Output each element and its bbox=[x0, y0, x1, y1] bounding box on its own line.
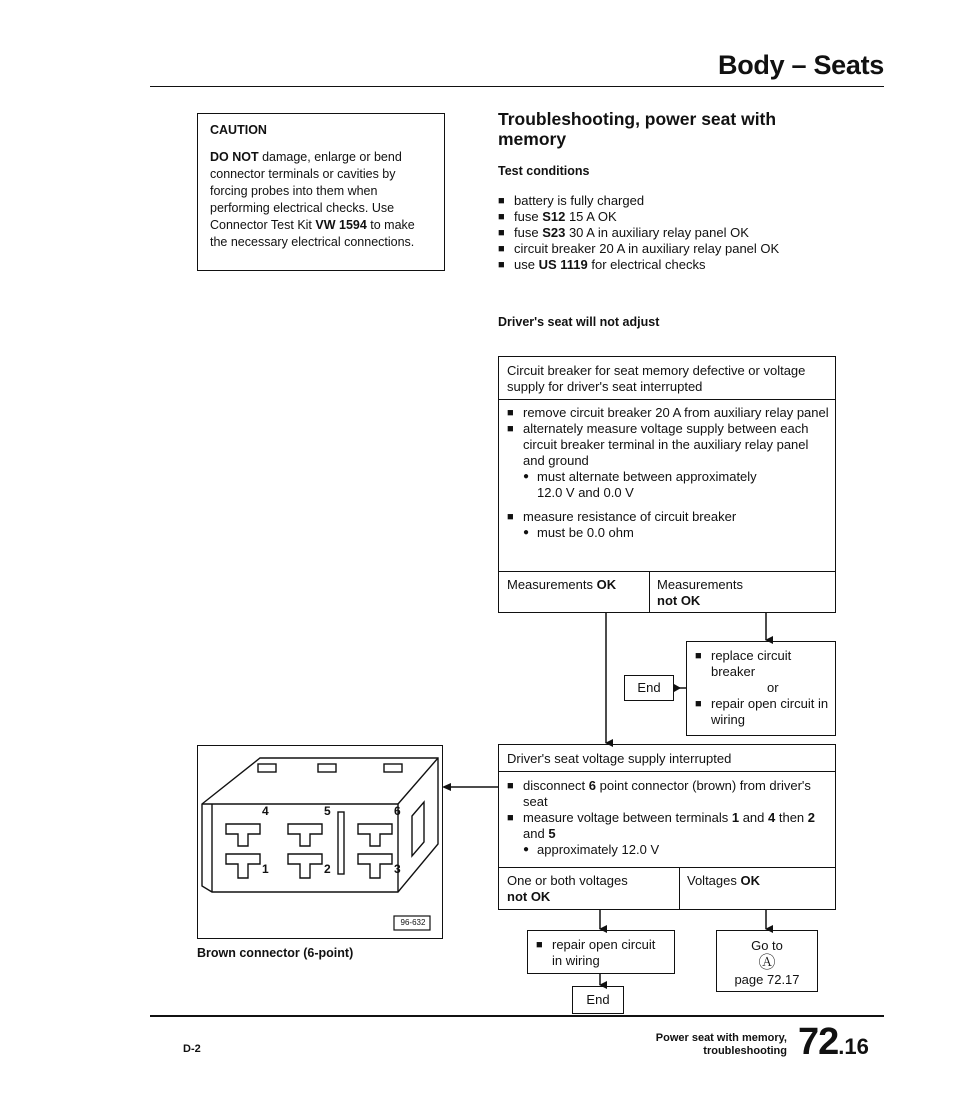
header-rule bbox=[150, 86, 884, 87]
end-box: End bbox=[624, 675, 674, 701]
voltage-supply-box bbox=[498, 744, 836, 910]
box1-step: ■ alternately measure voltage supply between each circuit breaker terminal in the auxiliary relay panel and ground bbox=[507, 421, 831, 469]
condition-item: ■ use US 1119 for electrical checks bbox=[498, 257, 816, 273]
caution-heading: CAUTION bbox=[210, 123, 267, 137]
test-conditions-label: Test conditions bbox=[498, 164, 590, 178]
footer-section-label: Power seat with memory, troubleshooting bbox=[655, 1032, 787, 1057]
caution-do-not: DO NOT bbox=[210, 150, 259, 164]
box2-step: ■ disconnect 6 point connector (brown) from driver's seat bbox=[507, 778, 831, 810]
condition-item: ■ battery is fully charged bbox=[498, 193, 816, 209]
goto-box bbox=[716, 930, 818, 992]
replace-item: ■ repair open circuit in wiring bbox=[695, 696, 831, 728]
brown-connector-drawing bbox=[198, 746, 441, 937]
replace-circuit-box bbox=[686, 641, 836, 736]
box1-result-divider bbox=[499, 571, 835, 572]
box2-steps bbox=[507, 778, 831, 858]
end-box-lower: End bbox=[572, 986, 624, 1014]
condition-item: ■ fuse S23 30 A in auxiliary relay panel OK bbox=[498, 225, 816, 241]
voltages-not-ok: One or both voltages not OK bbox=[507, 873, 628, 904]
drivers-seat-label: Driver's seat will not adjust bbox=[498, 315, 660, 329]
pin-label: 1 bbox=[262, 862, 269, 876]
goto-symbol: Ⓐ bbox=[758, 953, 776, 972]
circuit-breaker-title: Circuit breaker for seat memory defective or voltage supply for driver's seat interrupted bbox=[507, 363, 806, 394]
caution-kit: VW 1594 bbox=[315, 218, 367, 232]
box1-step-2-sub: ● must alternate between approximately 12.0 V and 0.0 V bbox=[507, 469, 777, 501]
measurements-ok: Measurements OK bbox=[507, 577, 617, 592]
caution-text-2: to make the necessary electrical connections. bbox=[210, 218, 415, 249]
caution-text-1: damage, enlarge or bend connector terminals or cavities by forcing probes into them when performing electrical checks. Use Connector Test Kit bbox=[210, 150, 402, 232]
replace-or: or bbox=[767, 680, 779, 695]
flow-end-arrow bbox=[674, 684, 681, 692]
pin-label: 5 bbox=[324, 804, 331, 818]
repair-open-circuit-box bbox=[527, 930, 675, 974]
measurements-not-ok: Measurements not OK bbox=[657, 577, 743, 608]
pin-label: 3 bbox=[394, 862, 401, 876]
box1-result-split bbox=[649, 571, 650, 612]
circuit-breaker-box bbox=[498, 356, 836, 613]
box1-steps bbox=[507, 405, 831, 541]
condition-item: ■ fuse S12 15 A OK bbox=[498, 209, 816, 225]
caution-text bbox=[210, 149, 434, 251]
figure-caption: Brown connector (6-point) bbox=[197, 946, 354, 960]
voltages-ok: Voltages OK bbox=[687, 873, 760, 888]
box1-divider bbox=[499, 399, 835, 400]
page-header-title: Body – Seats bbox=[718, 50, 884, 80]
footer-rule bbox=[150, 1015, 884, 1017]
box2-step-2-sub: ● approximately 12.0 V bbox=[507, 842, 831, 858]
connector-figure bbox=[197, 745, 443, 939]
footer-page-code: D-2 bbox=[183, 1043, 201, 1055]
box2-step: ■ measure voltage between terminals 1 and 4 then 2 and 5 bbox=[507, 810, 831, 842]
figure-code: 96-632 bbox=[400, 918, 426, 927]
box2-result-divider bbox=[499, 867, 835, 868]
pin-label: 6 bbox=[394, 804, 401, 818]
box1-step: ■ remove circuit breaker 20 A from auxiliary relay panel bbox=[507, 405, 831, 421]
section-title: Troubleshooting, power seat with memory bbox=[498, 109, 777, 149]
pin-label: 4 bbox=[262, 804, 269, 818]
pin-label: 2 bbox=[324, 862, 331, 876]
box1-step: ■ measure resistance of circuit breaker bbox=[507, 509, 831, 525]
replace-item: ■ replace circuit breaker bbox=[695, 648, 811, 680]
goto-line-2: page 72.17 bbox=[734, 972, 800, 987]
condition-item: ■ circuit breaker 20 A in auxiliary relay panel OK bbox=[498, 241, 804, 257]
goto-line-1: Go to bbox=[751, 938, 783, 953]
footer-page-number: 72.16 bbox=[798, 1021, 869, 1063]
box2-result-split bbox=[679, 867, 680, 909]
box2-divider bbox=[499, 771, 835, 772]
caution-box bbox=[197, 113, 445, 271]
voltage-supply-title: Driver's seat voltage supply interrupted bbox=[507, 751, 732, 766]
flow-connector-arrow bbox=[442, 783, 451, 791]
test-conditions-list bbox=[498, 193, 816, 273]
repair-item: ■ repair open circuit in wiring bbox=[536, 937, 668, 969]
box1-step-3-sub: ● must be 0.0 ohm bbox=[507, 525, 831, 541]
